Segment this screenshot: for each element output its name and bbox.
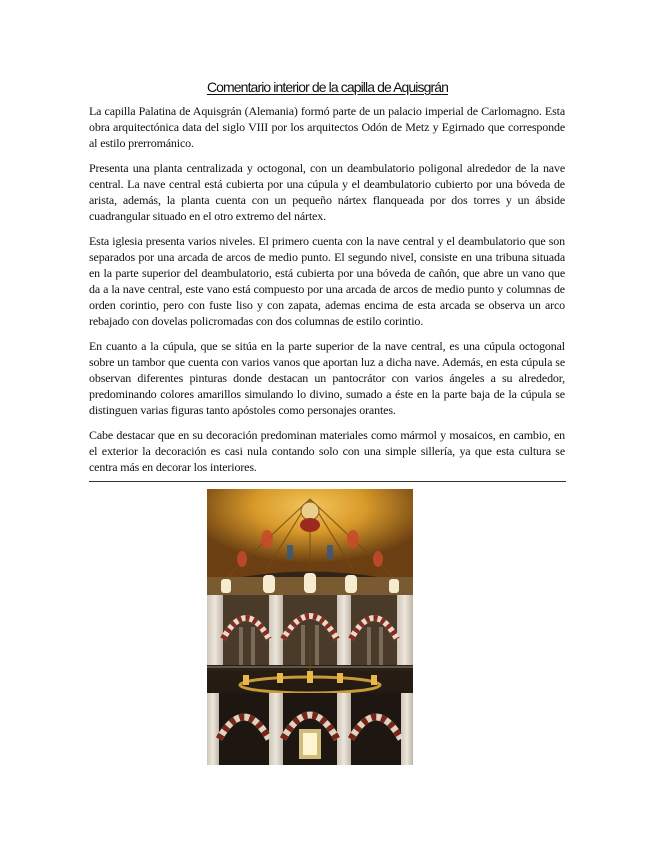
paragraph-intro: La capilla Palatina de Aquisgrán (Alemania) formó parte de un palacio imperial de Carlomagno. Esta obra arquitectónica data del siglo VIII por los arquitectos Odón de Metz y Egirnado que corresponde al estilo prerrománico. [89, 104, 565, 150]
chapel-interior-photo [207, 489, 413, 765]
paragraph-plan: Presenta una planta centralizada y octogonal, con un deambulatorio poligonal alrededor de la nave central. La nave central está cubierta por una cúpula y el deambulatorio cubierto por una bóveda de arista, además, la planta cuenta con un pequeño nártex flanqueada por dos torres y un ábside cuadrangular situado en el otro extremo del nártex. [89, 161, 565, 223]
document-title: Comentario interior de la capilla de Aquisgrán [206, 79, 449, 95]
paragraph-dome: En cuanto a la cúpula, que se sitúa en la parte superior de la nave central, es una cúpula octogonal sobre un tambor que cuenta con varios vanos que aportan luz a dicha nave. Además, en esta cúpula se observan diferentes pinturas donde destacan un pantocrátor con varios ángeles a su alrededor, predominando colores amarillos simulando lo divino, sumado a éste en la parte baja de la cúpula se distinguen varias figuras tanto apóstoles como personajes orantes. [89, 339, 565, 417]
paragraph-decoration: Cabe destacar que en su decoración predominan materiales como mármol y mosaicos, en cambio, en el exterior la decoración es casi nula contando solo con una simple sillería, ya que esta cultura se centra más en decorar los interiores. [89, 428, 565, 474]
horizontal-rule [89, 481, 566, 482]
document-body [89, 103, 565, 484]
paragraph-levels: Esta iglesia presenta varios niveles. El primero cuenta con la nave central y el deambulatorio que son separados por una arcada de arcos de medio punto. El segundo nivel, consiste en una tribuna situada en la parte superior del deambulatorio, está cubierta por una bóveda de cañón, que abre un vano que da a la nave central, este vano está compuesto por una arcada de arcos de medio punto y columnas de orden corintio, pero con fuste liso y con zapata, ademas encima de esta arcada se observa un arco rebajado con dovelas policromadas con dos columnas de estilo corintio. [89, 234, 565, 328]
